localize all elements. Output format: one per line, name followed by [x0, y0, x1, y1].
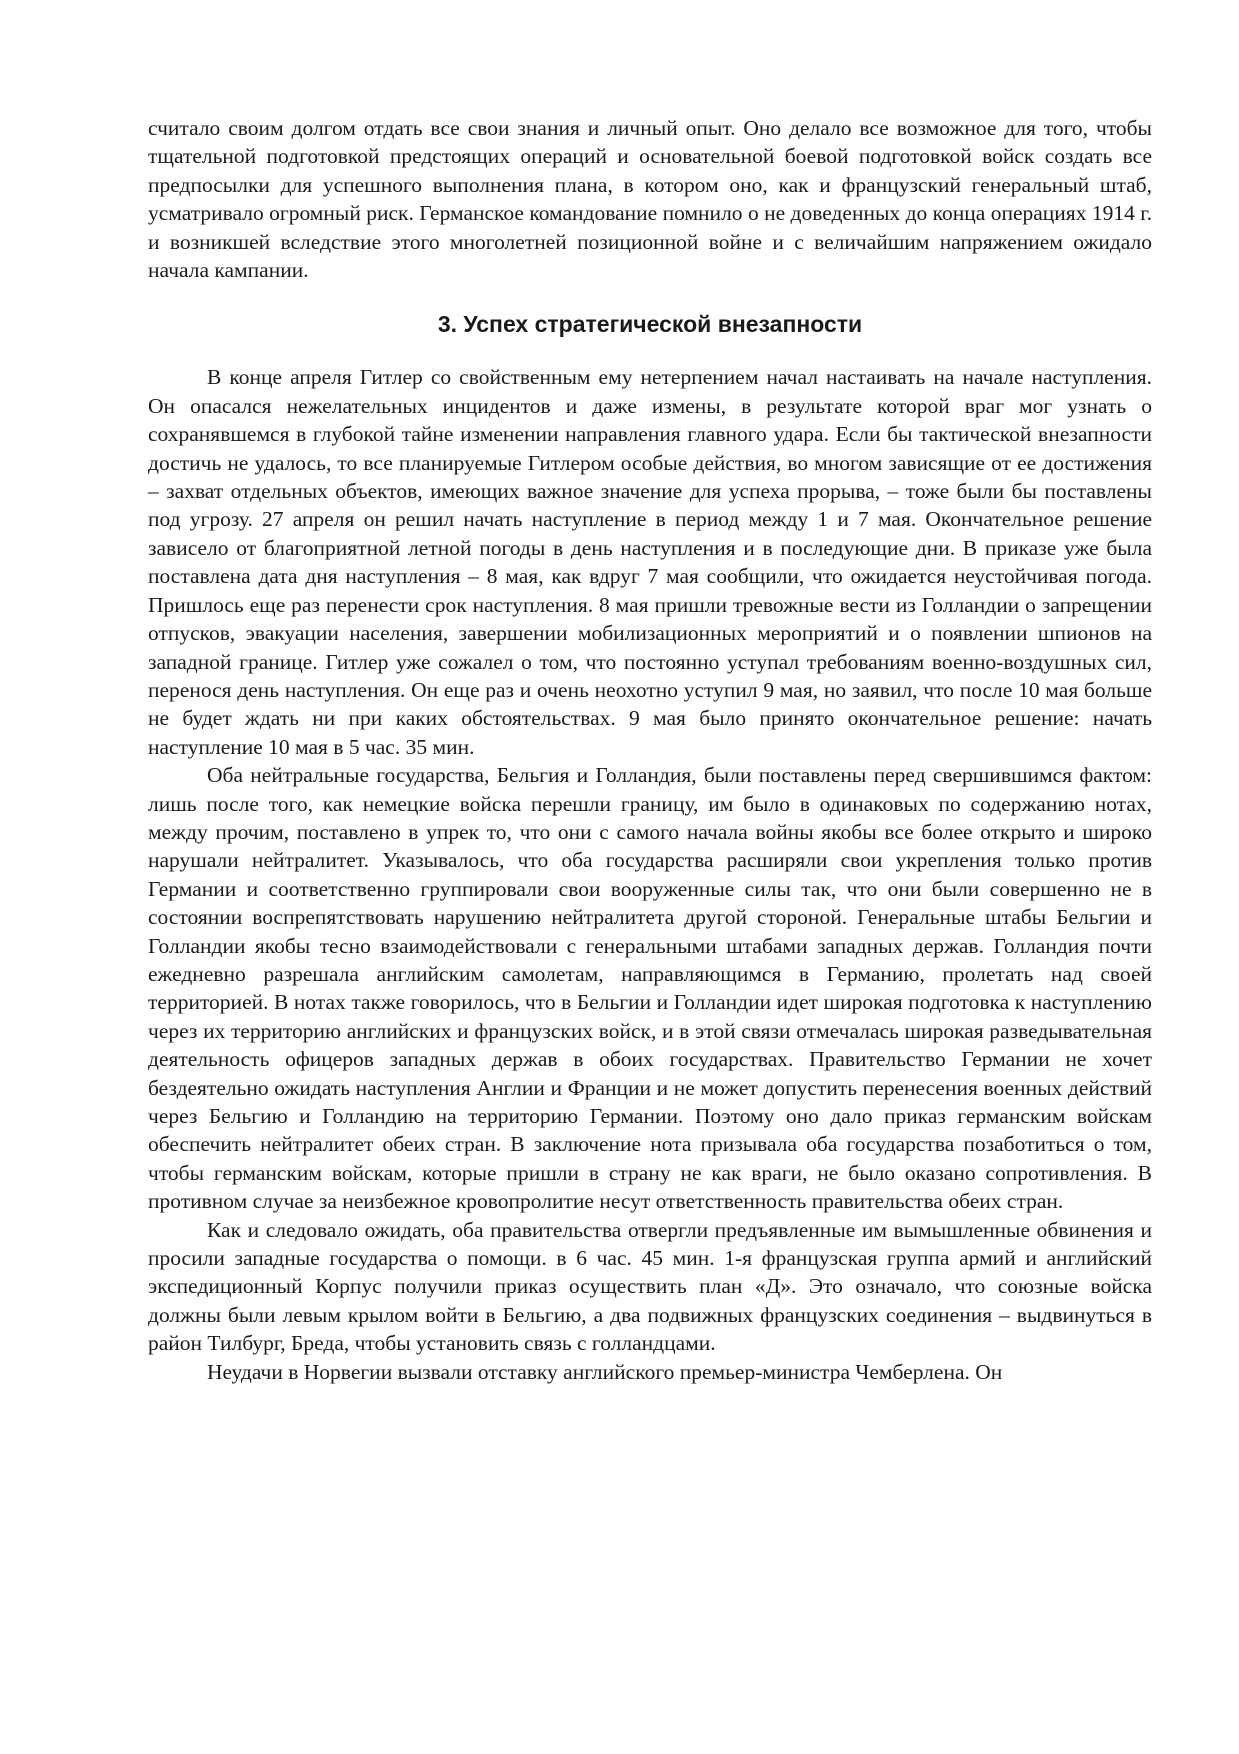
document-page — [148, 114, 1152, 1386]
paragraph-3: Как и следовало ожидать, оба правительства отвергли предъявленные им вымышленные обвинения и просили западные государства о помощи. в 6 час. 45 мин. 1-я французская группа армий и английский экспедиционный Корпус получили приказ осуществить план «Д». Это означало, что союзные войска должны были левым крылом войти в Бельгию, а два подвижных французских соединения – выдвинуться в район Тилбург, Бреда, чтобы установить связь с голландцами. — [148, 1217, 1152, 1356]
paragraph-4: Неудачи в Норвегии вызвали отставку английского премьер-министра Чемберлена. Он — [207, 1359, 1003, 1384]
paragraph-2: Оба нейтральные государства, Бельгия и Голландия, были поставлены перед свершившимся фактом: лишь после того, как немецкие войска перешли границу, им было в одинаковых по содержанию нотах, между прочим, поставлено в упрек то, что они с самого начала войны якобы все более открыто и широко нарушали нейтралитет. Указывалось, что оба государства расширяли свои укрепления только против Германии и соответственно группировали свои вооруженные силы так, что они были совершенно не в состоянии воспрепятствовать нарушению нейтралитета другой стороной. Генеральные штабы Бельгии и Голландии якобы тесно взаимодействовали с генеральными штабами западных держав. Голландия почти ежедневно разрешала английским самолетам, направляющимся в Германию, пролетать над своей территорией. В нотах также говорилось, что в Бельгии и Голландии идет широкая подготовка к наступлению через их территорию английских и французских войск, и в этой связи отмечалась широкая разведывательная деятельность офицеров западных держав в обоих государствах. Правительство Германии не хочет бездеятельно ожидать наступления Англии и Франции и не может допустить перенесения военных действий через Бельгию и Голландию на территорию Германии. Поэтому оно дало приказ германским войскам обеспечить нейтралитет обеих стран. В заключение нота призывала оба государства позаботиться о том, чтобы германским войскам, которые пришли в страну не как враги, не было оказано сопротивления. В противном случае за неизбежное кровопролитие несут ответственность правительства обеих стран. — [148, 763, 1152, 1214]
paragraph-1: В конце апреля Гитлер со свойственным ему нетерпением начал настаивать на начале наступления. Он опасался нежелательных инцидентов и даже измены, в результате которой враг мог узнать о сохранявшемся в глубокой тайне изменении направления главного удара. Если бы тактической внезапности достичь не удалось, то все планируемые Гитлером особые действия, во многом зависящие от ее достижения – захват отдельных объектов, имеющих важное значение для успеха прорыва, – тоже были бы поставлены под угрозу. 27 апреля он решил начать наступление в период между 1 и 7 мая. Окончательное решение зависело от благоприятной летной погоды в день наступления и в последующие дни. В приказе уже была поставлена дата дня наступления – 8 мая, как вдруг 7 мая сообщили, что ожидается неустойчивая погода. Пришлось еще раз перенести срок наступления. 8 мая пришли тревожные вести из Голландии о запрещении отпусков, эвакуации населения, завершении мобилизационных мероприятий и о появлении шпионов на западной границе. Гитлер уже сожалел о том, что постоянно уступал требованиям военно-воздушных сил, перенося день наступления. Он еще раз и очень неохотно уступил 9 мая, но заявил, что после 10 мая больше не будет ждать ни при каких обстоятельствах. 9 мая было принято окончательное решение: начать наступление 10 мая в 5 час. 35 мин. — [148, 365, 1152, 759]
intro-paragraph: считало своим долгом отдать все свои знания и личный опыт. Оно делало все возможное для того, чтобы тщательной подготовкой предстоящих операций и основательной боевой подготовкой войск создать все предпосылки для успешного выполнения плана, в котором оно, как и французский генеральный штаб, усматривало огромный риск. Германское командование помнило о не доведенных до конца операциях 1914 г. и возникшей вследствие этого многолетней позиционной войне и с величайшим напряжением ожидало начала кампании. — [148, 116, 1152, 283]
section-heading: 3. Успех стратегической внезапности — [437, 311, 863, 338]
